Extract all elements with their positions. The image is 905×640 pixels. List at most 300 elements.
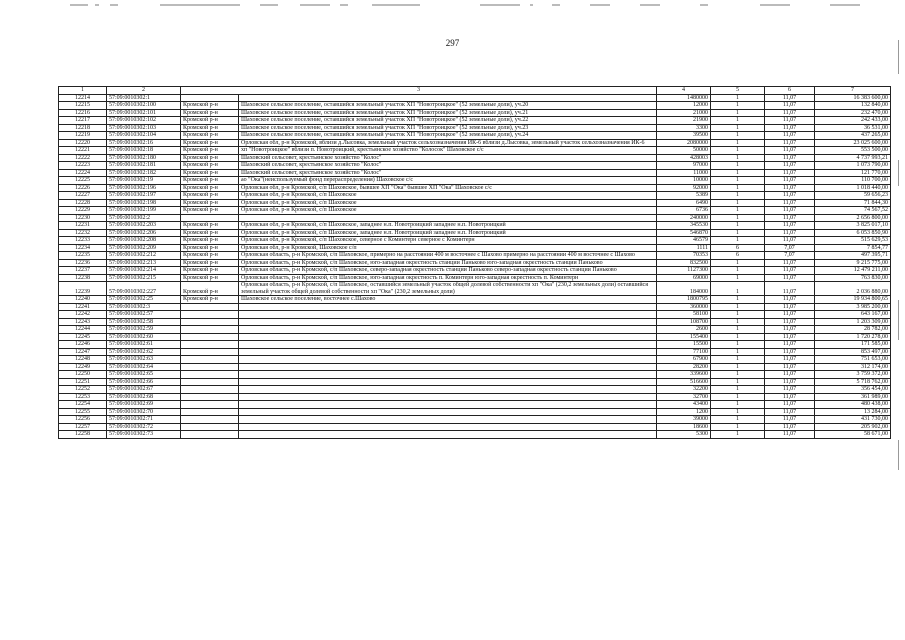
- cell-value: 71 844,30: [815, 199, 891, 207]
- cell-value: 23 025 600,00: [815, 139, 891, 147]
- cell-coef-a: 1: [711, 363, 765, 371]
- table-row: [59, 199, 891, 207]
- cell-address: [239, 408, 657, 416]
- cell-row-number: 12244: [59, 326, 107, 334]
- right-edge-mark: [898, 160, 899, 186]
- cell-rate: 11,07: [765, 296, 815, 304]
- cell-address: Орловская обл, р-н Кромской, с/п Шаховское, северное с Коминтерн северное с Коминтерн: [239, 237, 657, 245]
- cell-value: 121 770,00: [815, 169, 891, 177]
- cell-row-number: 12239: [59, 282, 107, 296]
- cell-district: [181, 341, 239, 349]
- cell-area: 77100: [657, 348, 711, 356]
- table-row: [59, 326, 891, 334]
- cell-row-number: 12233: [59, 237, 107, 245]
- cell-value: 232 470,00: [815, 109, 891, 117]
- cell-cadastral-number: 57:09:0010302:100: [107, 102, 181, 110]
- table-row: [59, 124, 891, 132]
- cell-area: 12000: [657, 102, 711, 110]
- table-row: [59, 132, 891, 140]
- cell-address: Орловская обл, р-н Кромской, с/п Шаховское: [239, 199, 657, 207]
- cell-cadastral-number: 57:09:0010302:61: [107, 341, 181, 349]
- cell-district: [181, 393, 239, 401]
- cell-coef-a: 1: [711, 207, 765, 215]
- cell-address: Орловская область, р-н Кромской, с/п Шаховское, примерно на расстоянии 400 м восточнее с Шахово примерно на расстоянии 400 м восточнее с Шахово: [239, 252, 657, 260]
- header-cell: 7: [815, 87, 891, 95]
- cell-address: [239, 423, 657, 431]
- cell-district: Кромской р-н: [181, 102, 239, 110]
- cell-value: 4 737 993,21: [815, 154, 891, 162]
- cell-district: [181, 386, 239, 394]
- table-row: [59, 311, 891, 319]
- cell-value: 58 671,00: [815, 431, 891, 439]
- cell-value: 1 720 278,00: [815, 333, 891, 341]
- cell-value: 431 730,00: [815, 416, 891, 424]
- table-row: [59, 371, 891, 379]
- cell-rate: 11,07: [765, 124, 815, 132]
- cell-cadastral-number: 57:09:0010302:104: [107, 132, 181, 140]
- cell-cadastral-number: 57:09:0010302:227: [107, 282, 181, 296]
- cell-rate: 11,07: [765, 214, 815, 222]
- cell-value: 36 531,00: [815, 124, 891, 132]
- table-header-row: [59, 87, 891, 95]
- cell-value: 853 497,00: [815, 348, 891, 356]
- cell-cadastral-number: 57:09:0010302:198: [107, 199, 181, 207]
- cell-row-number: 12223: [59, 162, 107, 170]
- cell-value: 497 395,71: [815, 252, 891, 260]
- cell-cadastral-number: 57:09:0010302:66: [107, 378, 181, 386]
- table-row: [59, 109, 891, 117]
- cell-rate: 11,07: [765, 326, 815, 334]
- cell-area: 92000: [657, 184, 711, 192]
- cell-coef-a: 1: [711, 259, 765, 267]
- cell-cadastral-number: 57:09:0010302:70: [107, 408, 181, 416]
- cell-rate: 11,07: [765, 318, 815, 326]
- cell-area: 39500: [657, 132, 711, 140]
- cell-cadastral-number: 57:09:0010302:209: [107, 244, 181, 252]
- table-row: [59, 356, 891, 364]
- cell-district: [181, 326, 239, 334]
- cell-district: Кромской р-н: [181, 237, 239, 245]
- cell-area: 5389: [657, 192, 711, 200]
- cell-address: [239, 214, 657, 222]
- cell-cadastral-number: 57:09:0010302:103: [107, 124, 181, 132]
- cell-district: Кромской р-н: [181, 177, 239, 185]
- cell-row-number: 12230: [59, 214, 107, 222]
- cell-address: Шаховское сельское поселение, оставшийся земельный участок ХП "Новотроицкое" (52 земельные доли), уч.20: [239, 102, 657, 110]
- table-row: [59, 416, 891, 424]
- cell-address: Орловская обл, р-н Кромской, Шаховское с/п: [239, 244, 657, 252]
- cell-cadastral-number: 57:09:0010302:65: [107, 371, 181, 379]
- cell-district: Кромской р-н: [181, 132, 239, 140]
- cell-address: Шаховский сельсовет, крестьянское хозяйство "Колос": [239, 169, 657, 177]
- cell-district: [181, 408, 239, 416]
- table-row: [59, 296, 891, 304]
- cell-address: [239, 416, 657, 424]
- cell-address: Орловская область, р-н Кромской, с/п Шаховское, оставшийся земельный участок общей долевой собственности хп "Ока" (230,2 земельных доли) оставшийся земельный участок общей долевой собственности хп "Ока" (230,2 земельных доли): [239, 282, 657, 296]
- cell-row-number: 12250: [59, 371, 107, 379]
- cell-coef-a: 1: [711, 423, 765, 431]
- cell-coef-a: 1: [711, 341, 765, 349]
- cell-value: 763 830,00: [815, 274, 891, 282]
- cell-value: 16 383 600,00: [815, 94, 891, 102]
- cell-row-number: 12241: [59, 303, 107, 311]
- cell-address: [239, 401, 657, 409]
- cell-area: 39000: [657, 416, 711, 424]
- cell-value: 132 840,00: [815, 102, 891, 110]
- cell-rate: 11,07: [765, 274, 815, 282]
- cell-area: 21000: [657, 109, 711, 117]
- table-row: [59, 282, 891, 296]
- table-row: [59, 274, 891, 282]
- cell-rate: 11,07: [765, 431, 815, 439]
- cell-district: Кромской р-н: [181, 207, 239, 215]
- cell-area: 69000: [657, 274, 711, 282]
- table-row: [59, 94, 891, 102]
- table-row: [59, 393, 891, 401]
- cell-district: Кромской р-н: [181, 184, 239, 192]
- table-row: [59, 363, 891, 371]
- cell-cadastral-number: 57:09:0010302:206: [107, 229, 181, 237]
- cell-cadastral-number: 57:09:0010302:68: [107, 393, 181, 401]
- cell-coef-a: 1: [711, 431, 765, 439]
- cell-value: 3 759 372,00: [815, 371, 891, 379]
- cell-value: 643 167,00: [815, 311, 891, 319]
- cell-row-number: 12227: [59, 192, 107, 200]
- cell-value: 74 567,52: [815, 207, 891, 215]
- cell-address: Шаховское сельское поселение, оставшийся земельный участок ХП "Новотроицкое" (52 земельные доли), уч.22: [239, 117, 657, 125]
- cell-district: Кромской р-н: [181, 244, 239, 252]
- cell-coef-a: 1: [711, 282, 765, 296]
- table-row: [59, 386, 891, 394]
- table-row: [59, 117, 891, 125]
- cell-row-number: 12229: [59, 207, 107, 215]
- cell-cadastral-number: 57:09:0010302:197: [107, 192, 181, 200]
- cell-area: 108700: [657, 318, 711, 326]
- cell-cadastral-number: 57:09:0010302:180: [107, 154, 181, 162]
- cell-coef-a: 1: [711, 102, 765, 110]
- cell-rate: 11,07: [765, 378, 815, 386]
- cell-area: 32700: [657, 393, 711, 401]
- cell-address: [239, 94, 657, 102]
- cell-coef-a: 6: [711, 244, 765, 252]
- cell-coef-a: 1: [711, 229, 765, 237]
- cell-address: [239, 311, 657, 319]
- cell-cadastral-number: 57:09:0010302:25: [107, 296, 181, 304]
- cell-row-number: 12256: [59, 416, 107, 424]
- cell-cadastral-number: 57:09:0010302:73: [107, 431, 181, 439]
- cell-address: [239, 378, 657, 386]
- top-edge-marks: [0, 0, 905, 14]
- cell-district: [181, 333, 239, 341]
- cell-rate: 11,07: [765, 184, 815, 192]
- cell-value: 751 653,00: [815, 356, 891, 364]
- table-row: [59, 348, 891, 356]
- cell-cadastral-number: 57:09:0010302:2: [107, 214, 181, 222]
- cell-rate: 11,07: [765, 423, 815, 431]
- cell-value: 59 656,23: [815, 192, 891, 200]
- table-row: [59, 184, 891, 192]
- right-edge-mark: [898, 440, 899, 470]
- table-row: [59, 192, 891, 200]
- cell-row-number: 12257: [59, 423, 107, 431]
- cell-cadastral-number: 57:09:0010302:62: [107, 348, 181, 356]
- table-row: [59, 401, 891, 409]
- cell-row-number: 12215: [59, 102, 107, 110]
- cell-coef-a: 1: [711, 147, 765, 155]
- cell-coef-a: 6: [711, 252, 765, 260]
- cell-row-number: 12246: [59, 341, 107, 349]
- cell-rate: 11,07: [765, 371, 815, 379]
- cell-value: 13 284,00: [815, 408, 891, 416]
- cell-rate: 11,07: [765, 192, 815, 200]
- cell-cadastral-number: 57:09:0010302:19: [107, 177, 181, 185]
- cell-value: 1 203 309,00: [815, 318, 891, 326]
- header-cell: 5: [711, 87, 765, 95]
- cell-row-number: 12217: [59, 117, 107, 125]
- cell-area: 1480000: [657, 94, 711, 102]
- cell-district: Кромской р-н: [181, 199, 239, 207]
- cell-coef-a: 1: [711, 169, 765, 177]
- cell-rate: 11,07: [765, 416, 815, 424]
- cell-district: [181, 318, 239, 326]
- cell-rate: 11,07: [765, 177, 815, 185]
- cell-area: 58100: [657, 311, 711, 319]
- cell-address: Шаховский сельсовет, крестьянское хозяйство "Колос": [239, 154, 657, 162]
- cell-address: [239, 431, 657, 439]
- cell-rate: 11,07: [765, 169, 815, 177]
- cell-district: Кромской р-н: [181, 259, 239, 267]
- cell-cadastral-number: 57:09:0010302:215: [107, 274, 181, 282]
- cell-coef-a: 1: [711, 192, 765, 200]
- cell-address: [239, 371, 657, 379]
- cell-area: 546870: [657, 229, 711, 237]
- cell-address: ао "Ока"(неиспользуемый фонд перераспределения) Шаховское с/с: [239, 177, 657, 185]
- cell-area: 3300: [657, 124, 711, 132]
- cell-value: 110 700,00: [815, 177, 891, 185]
- cell-cadastral-number: 57:09:0010302:71: [107, 416, 181, 424]
- cell-district: [181, 356, 239, 364]
- cell-address: Шаховский сельсовет, крестьянское хозяйство "Колос": [239, 162, 657, 170]
- cell-address: Орловская обл, р-н Кромской, вблизи д.Лысовка, земельный участок сельхозназначения ИК-6 вблизи д.Лысовка, земельный участок сельхозназначения ИК-6: [239, 139, 657, 147]
- table-row: [59, 333, 891, 341]
- cell-address: Шаховское сельское поселение, оставшийся земельный участок ХП "Новотроицкое" (52 земельные доли), уч.21: [239, 109, 657, 117]
- cell-rate: 11,07: [765, 162, 815, 170]
- cell-row-number: 12216: [59, 109, 107, 117]
- table-row: [59, 318, 891, 326]
- cell-value: 205 902,00: [815, 423, 891, 431]
- cell-cadastral-number: 57:09:0010302:69: [107, 401, 181, 409]
- cell-address: Шаховское сельское поселение, оставшийся земельный участок ХП "Новотроицкое" (52 земельные доли), уч.23: [239, 124, 657, 132]
- cell-coef-a: 1: [711, 371, 765, 379]
- cell-area: 11000: [657, 169, 711, 177]
- cell-district: [181, 303, 239, 311]
- cell-area: 155400: [657, 333, 711, 341]
- cell-coef-a: 1: [711, 94, 765, 102]
- cell-cadastral-number: 57:09:0010302:59: [107, 326, 181, 334]
- cell-value: 19 934 800,65: [815, 296, 891, 304]
- cell-address: Шаховское сельское поселение, восточнее с.Шахово: [239, 296, 657, 304]
- cell-area: 240000: [657, 214, 711, 222]
- cell-district: [181, 378, 239, 386]
- cell-address: [239, 326, 657, 334]
- cell-coef-a: 1: [711, 214, 765, 222]
- cell-rate: 11,07: [765, 237, 815, 245]
- cell-rate: 11,07: [765, 341, 815, 349]
- cell-coef-a: 1: [711, 356, 765, 364]
- table-row: [59, 229, 891, 237]
- cell-row-number: 12248: [59, 356, 107, 364]
- cell-coef-a: 1: [711, 267, 765, 275]
- cell-cadastral-number: 57:09:0010302:212: [107, 252, 181, 260]
- cell-cadastral-number: 57:09:0010302:16: [107, 139, 181, 147]
- cell-row-number: 12251: [59, 378, 107, 386]
- cell-address: Орловская обл, р-н Кромской, с/п Шаховское: [239, 207, 657, 215]
- cell-cadastral-number: 57:09:0010302:101: [107, 109, 181, 117]
- cell-row-number: 12221: [59, 147, 107, 155]
- cell-district: Кромской р-н: [181, 296, 239, 304]
- cell-value: 6 053 850,90: [815, 229, 891, 237]
- cell-area: 10000: [657, 177, 711, 185]
- cell-coef-a: 1: [711, 326, 765, 334]
- cell-area: 6490: [657, 199, 711, 207]
- cell-address: [239, 341, 657, 349]
- table-row: [59, 259, 891, 267]
- cell-cadastral-number: 57:09:0010302:18: [107, 147, 181, 155]
- table-row: [59, 244, 891, 252]
- cell-district: [181, 214, 239, 222]
- cell-value: 2 036 880,00: [815, 282, 891, 296]
- cell-rate: 11,07: [765, 267, 815, 275]
- cell-area: 15500: [657, 341, 711, 349]
- cell-cadastral-number: 57:09:0010302:181: [107, 162, 181, 170]
- cell-rate: 11,07: [765, 303, 815, 311]
- cell-district: [181, 363, 239, 371]
- cell-district: Кромской р-н: [181, 162, 239, 170]
- cell-area: 360000: [657, 303, 711, 311]
- cell-coef-a: 1: [711, 274, 765, 282]
- cell-coef-a: 1: [711, 184, 765, 192]
- cell-address: [239, 348, 657, 356]
- cell-address: Шаховское сельское поселение, оставшийся земельный участок ХП "Новотроицкое" (52 земельные доли), уч.24: [239, 132, 657, 140]
- cell-cadastral-number: 57:09:0010302:214: [107, 267, 181, 275]
- cell-rate: 11,07: [765, 109, 815, 117]
- cell-coef-a: 1: [711, 311, 765, 319]
- cell-rate: 11,07: [765, 132, 815, 140]
- cell-value: 553 500,00: [815, 147, 891, 155]
- table-row: [59, 267, 891, 275]
- cell-coef-a: 1: [711, 378, 765, 386]
- cell-rate: 11,07: [765, 393, 815, 401]
- cell-row-number: 12236: [59, 259, 107, 267]
- cell-address: Орловская обл, р-н Кромской, с/п Шаховское, бывшее ХП "Ока" бывшее ХП "Ока" Шаховское с/с: [239, 184, 657, 192]
- cell-coef-a: 1: [711, 124, 765, 132]
- cell-value: 242 433,00: [815, 117, 891, 125]
- table-row: [59, 177, 891, 185]
- cell-address: [239, 363, 657, 371]
- cell-row-number: 12252: [59, 386, 107, 394]
- table-row: [59, 222, 891, 230]
- cell-address: [239, 356, 657, 364]
- cell-row-number: 12228: [59, 199, 107, 207]
- cell-district: Кромской р-н: [181, 274, 239, 282]
- cell-row-number: 12226: [59, 184, 107, 192]
- cell-row-number: 12258: [59, 431, 107, 439]
- cell-cadastral-number: 57:09:0010302:182: [107, 169, 181, 177]
- cell-row-number: 12242: [59, 311, 107, 319]
- cell-address: [239, 386, 657, 394]
- table-row: [59, 162, 891, 170]
- cell-row-number: 12214: [59, 94, 107, 102]
- cell-district: Кромской р-н: [181, 282, 239, 296]
- cell-area: 46579: [657, 237, 711, 245]
- right-edge-mark: [898, 300, 899, 340]
- header-cell: 2: [107, 87, 181, 95]
- cell-district: [181, 431, 239, 439]
- cell-rate: 11,07: [765, 117, 815, 125]
- cell-area: 70353: [657, 252, 711, 260]
- table-row: [59, 252, 891, 260]
- cell-district: Кромской р-н: [181, 124, 239, 132]
- cell-rate: 11,07: [765, 408, 815, 416]
- cell-row-number: 12237: [59, 267, 107, 275]
- cell-coef-a: 1: [711, 154, 765, 162]
- cell-coef-a: 1: [711, 199, 765, 207]
- cell-value: 3 985 200,00: [815, 303, 891, 311]
- cell-rate: 7,07: [765, 244, 815, 252]
- cell-coef-a: 1: [711, 296, 765, 304]
- cell-district: [181, 311, 239, 319]
- cell-value: 1 073 790,00: [815, 162, 891, 170]
- table-row: [59, 214, 891, 222]
- cell-value: 171 585,00: [815, 341, 891, 349]
- cell-rate: 11,07: [765, 147, 815, 155]
- cell-cadastral-number: 57:09:0010302:196: [107, 184, 181, 192]
- cell-rate: 11,07: [765, 311, 815, 319]
- table-row: [59, 169, 891, 177]
- cell-cadastral-number: 57:09:0010302:208: [107, 237, 181, 245]
- cell-coef-a: 1: [711, 393, 765, 401]
- cell-area: 18600: [657, 423, 711, 431]
- cell-area: 50000: [657, 147, 711, 155]
- cell-value: 9 215 775,00: [815, 259, 891, 267]
- cell-coef-a: 1: [711, 177, 765, 185]
- cell-area: 339600: [657, 371, 711, 379]
- cell-row-number: 12240: [59, 296, 107, 304]
- cell-district: [181, 371, 239, 379]
- cell-address: хп "Новотроицкое" вблизи п. Новотроицкий, крестьянское хозяйство "Колосок" Шаховское с/с: [239, 147, 657, 155]
- page-number: 297: [445, 38, 460, 48]
- cell-area: 28200: [657, 363, 711, 371]
- cell-cadastral-number: 57:09:0010302:1: [107, 94, 181, 102]
- header-cell: 3: [181, 87, 657, 95]
- cell-rate: 11,07: [765, 356, 815, 364]
- cell-rate: 11,07: [765, 363, 815, 371]
- cell-area: 2600: [657, 326, 711, 334]
- cell-district: Кромской р-н: [181, 229, 239, 237]
- cell-district: [181, 348, 239, 356]
- cell-value: 7 854,77: [815, 244, 891, 252]
- cell-coef-a: 1: [711, 162, 765, 170]
- cell-district: [181, 401, 239, 409]
- cell-address: Орловская обл, р-н Кромской, с/п Шаховское, западнее н.п. Новотроицкий западнее н.п. Новотроицкий: [239, 222, 657, 230]
- cell-coef-a: 1: [711, 408, 765, 416]
- table-row: [59, 431, 891, 439]
- cell-value: 2 656 800,00: [815, 214, 891, 222]
- cell-value: 12 479 211,00: [815, 267, 891, 275]
- table-row: [59, 207, 891, 215]
- cell-area: 832500: [657, 259, 711, 267]
- table-row: [59, 378, 891, 386]
